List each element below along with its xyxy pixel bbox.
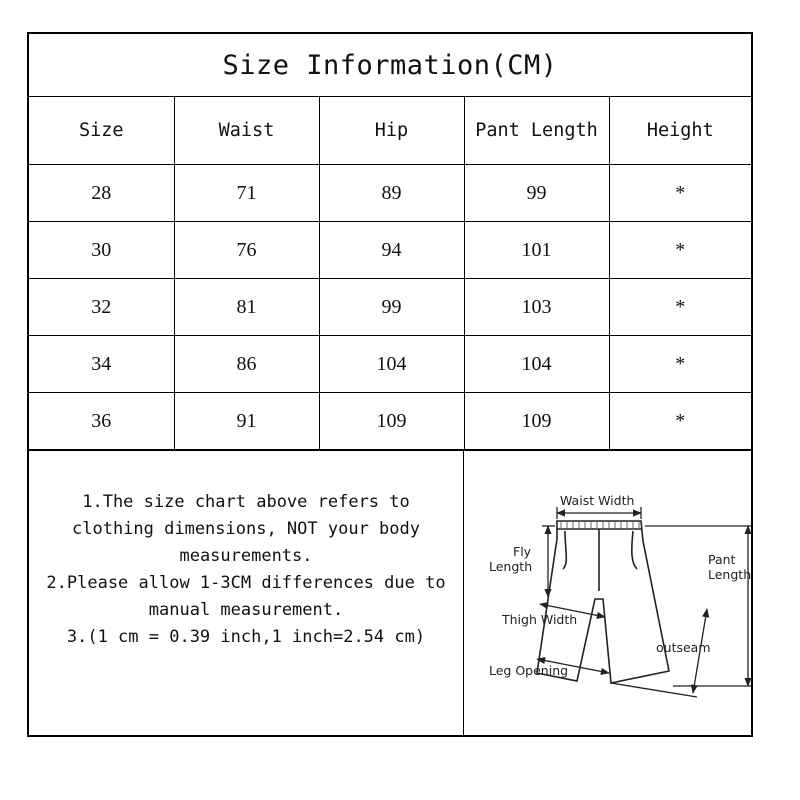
table-cell: * <box>609 393 751 450</box>
waist-width-label: Waist Width <box>560 493 635 508</box>
table-cell: 71 <box>174 165 319 222</box>
waistband-texture <box>561 522 639 529</box>
table-row <box>29 393 751 450</box>
fly-length-label-1: Fly <box>513 544 532 559</box>
table-cell: 94 <box>319 222 464 279</box>
shorts-outline <box>537 521 669 683</box>
table-cell: * <box>609 279 751 336</box>
column-header: Hip <box>319 96 464 165</box>
table-row <box>29 222 751 279</box>
column-header: Waist <box>174 96 319 165</box>
table-cell: 32 <box>29 279 174 336</box>
leg-opening-label: Leg Opening <box>489 663 569 678</box>
table-row <box>29 279 751 336</box>
table-cell: 99 <box>319 279 464 336</box>
page-title: Size Information(CM) <box>29 34 751 97</box>
bottom-section <box>29 450 751 736</box>
measure-lines <box>537 507 751 697</box>
thigh-width-label: Thigh Width <box>502 612 578 627</box>
table-cell: 101 <box>464 222 609 279</box>
fly-length-label-2: Length <box>489 559 533 574</box>
table-cell: 103 <box>464 279 609 336</box>
table-cell: 34 <box>29 336 174 393</box>
size-table <box>29 96 751 450</box>
note-2: 2.Please allow 1-3CM differences due to manual measurement. <box>46 573 446 620</box>
table-cell: * <box>609 336 751 393</box>
table-cell: 89 <box>319 165 464 222</box>
table-cell: * <box>609 165 751 222</box>
table-cell: 36 <box>29 393 174 450</box>
table-row <box>29 336 751 393</box>
pant-length-label-1: Pant <box>708 552 736 567</box>
table-cell: 104 <box>319 336 464 393</box>
notes-panel <box>29 451 464 736</box>
table-cell: 109 <box>319 393 464 450</box>
column-header: Pant Length <box>464 96 609 165</box>
note-3: 3.(1 cm = 0.39 inch,1 inch=2.54 cm) <box>66 627 426 647</box>
table-cell: 99 <box>464 165 609 222</box>
table-header-row <box>29 96 751 165</box>
table-cell: 91 <box>174 393 319 450</box>
table-cell: 76 <box>174 222 319 279</box>
table-cell: * <box>609 222 751 279</box>
shorts-measurement-diagram <box>465 451 751 736</box>
pant-length-label-2: Length <box>708 567 751 582</box>
table-cell: 81 <box>174 279 319 336</box>
table-cell: 104 <box>464 336 609 393</box>
table-cell: 109 <box>464 393 609 450</box>
table-cell: 30 <box>29 222 174 279</box>
outseam-label: outseam <box>656 640 711 655</box>
table-row <box>29 165 751 222</box>
table-cell: 86 <box>174 336 319 393</box>
column-header: Height <box>609 96 751 165</box>
table-cell: 28 <box>29 165 174 222</box>
size-chart-sheet <box>27 32 753 737</box>
note-1: 1.The size chart above refers to clothing dimensions, NOT your body measurements. <box>72 492 420 566</box>
column-header: Size <box>29 96 174 165</box>
